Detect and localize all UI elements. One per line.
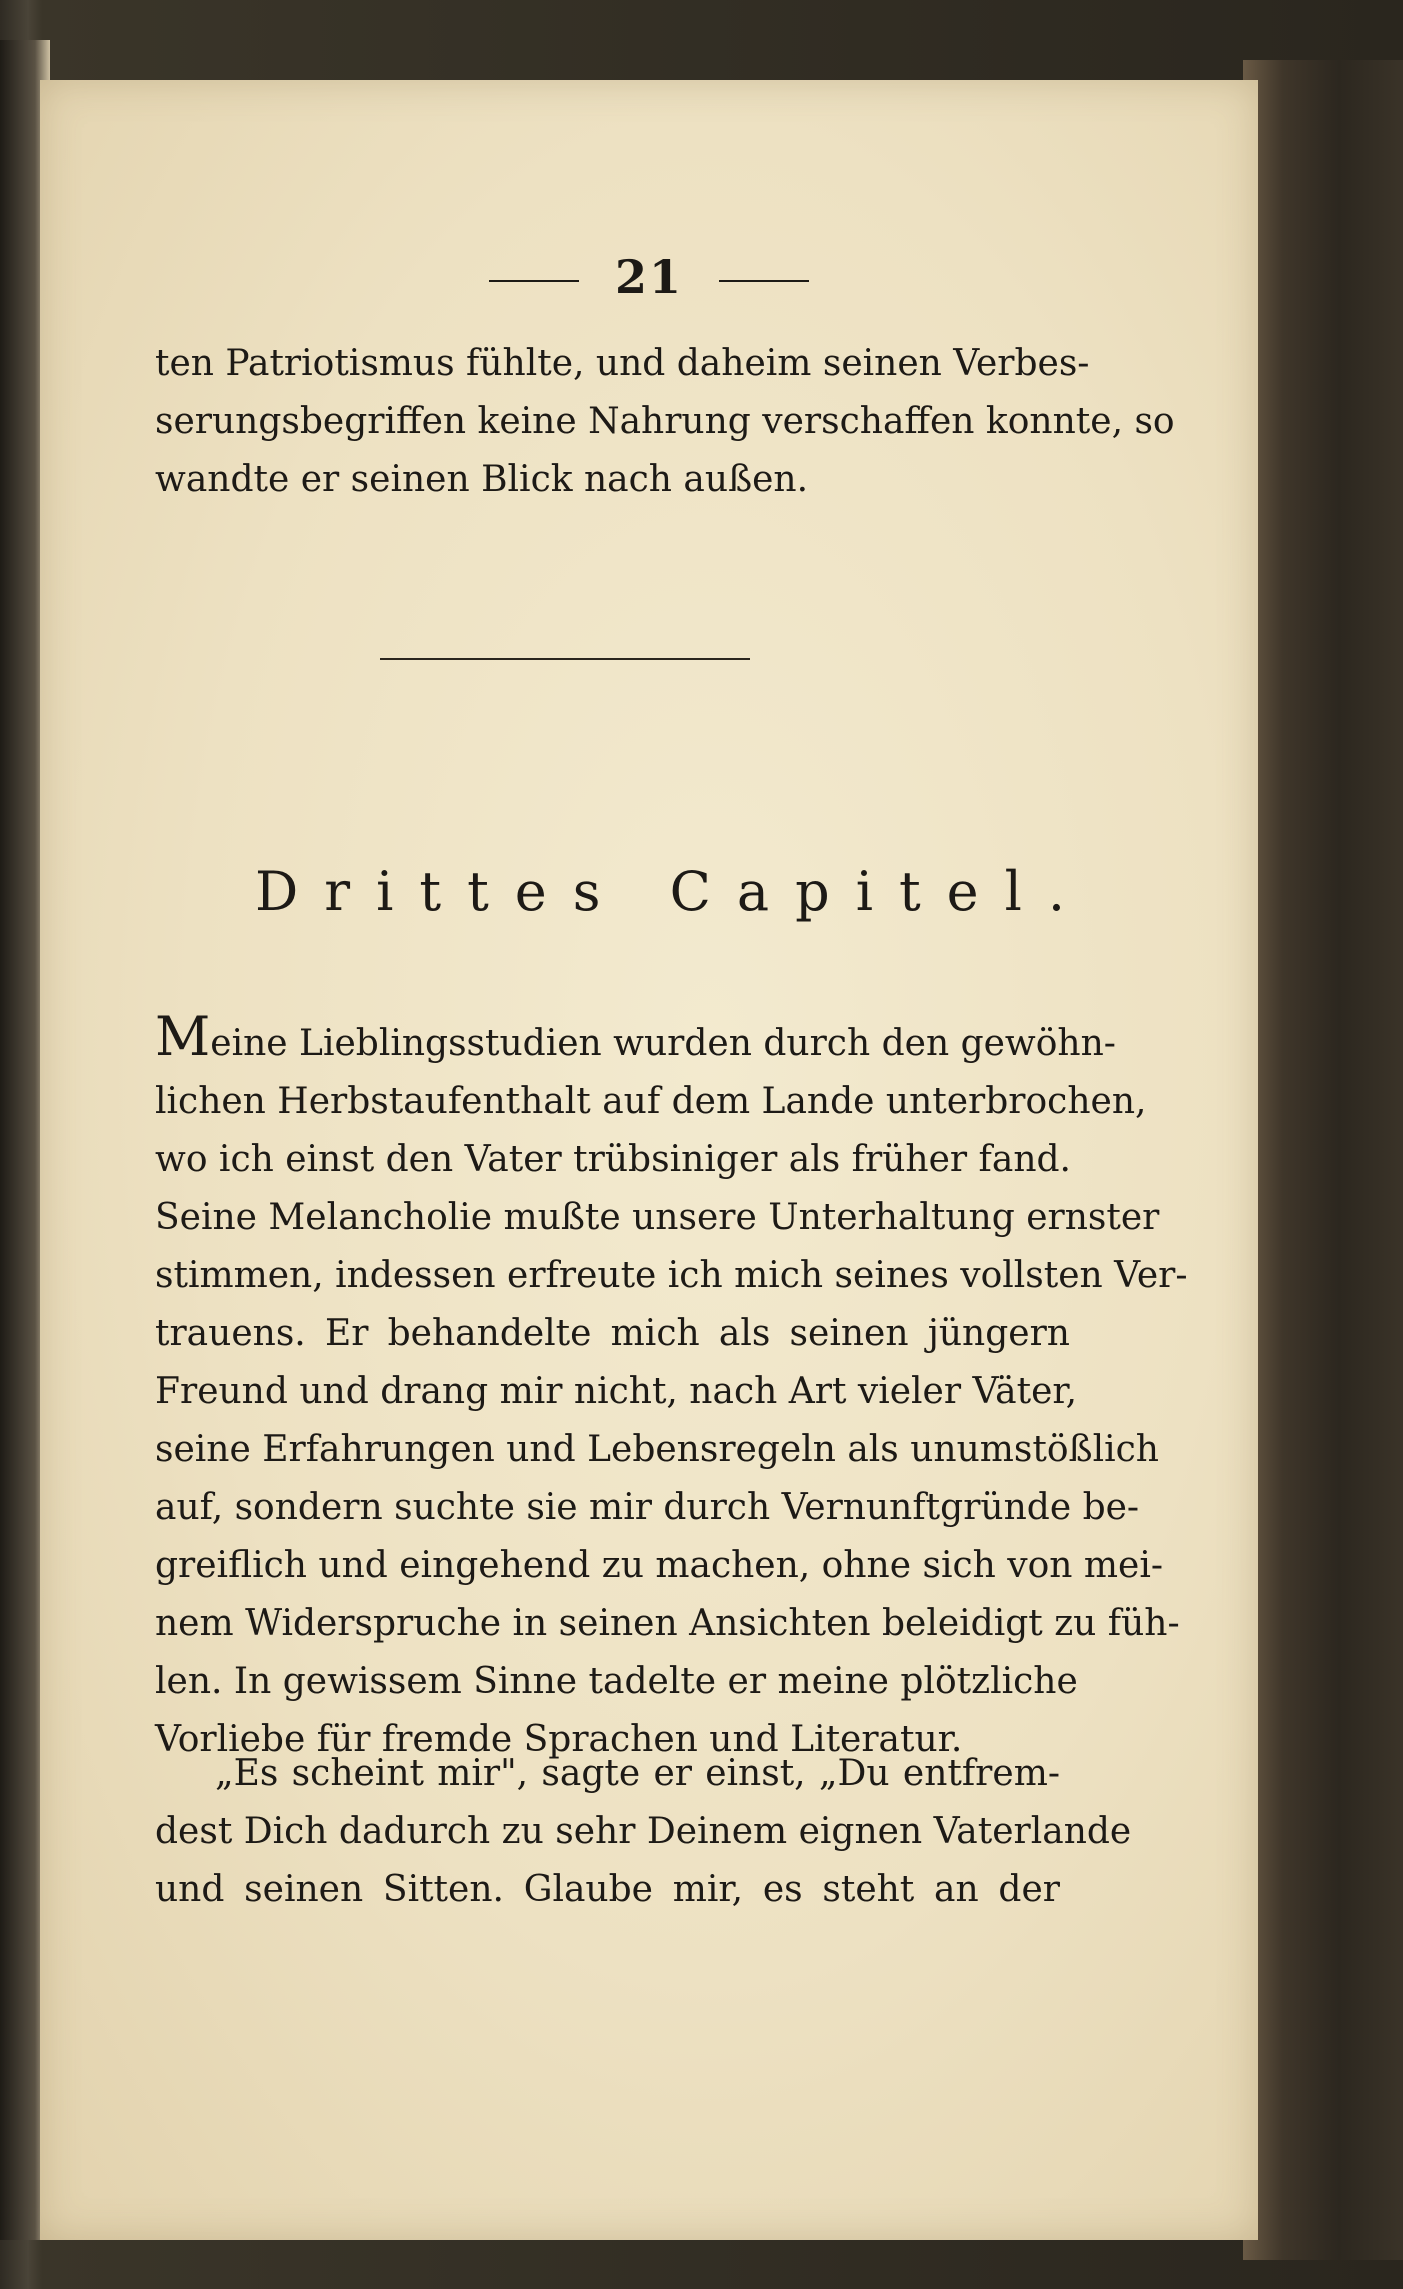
text-line: dest Dich dadurch zu sehr Deinem eignen Vaterlande bbox=[155, 1811, 1132, 1852]
header-dash-right bbox=[719, 280, 809, 282]
page-number-header bbox=[40, 250, 1258, 304]
text-line: ten Patriotismus fühlte, und daheim seinen Verbes- bbox=[155, 343, 1090, 384]
text-line-rest: eine Lieblingsstudien wurden durch den gewöhn- bbox=[210, 1023, 1116, 1064]
text-line: len. In gewissem Sinne tadelte er meine plötzliche bbox=[155, 1661, 1078, 1702]
text-line: seine Erfahrungen und Lebensregeln als unumstößlich bbox=[155, 1429, 1159, 1470]
paragraph-continuation bbox=[155, 335, 1175, 509]
text-line: wandte er seinen Blick nach außen. bbox=[155, 459, 809, 500]
drop-initial: M bbox=[155, 1005, 211, 1068]
text-line: stimmen, indessen erfreute ich mich seines vollsten Ver- bbox=[155, 1255, 1188, 1296]
section-separator-rule bbox=[380, 658, 750, 660]
text-line: trauens. Er behandelte mich als seinen jüngern bbox=[155, 1313, 1070, 1354]
text-line: lichen Herbstaufenthalt auf dem Lande unterbrochen, bbox=[155, 1081, 1147, 1122]
text-line: Seine Melancholie mußte unsere Unterhaltung ernster bbox=[155, 1197, 1160, 1238]
text-line: Freund und drang mir nicht, nach Art vieler Väter, bbox=[155, 1371, 1078, 1412]
text-line: greiflich und eingehend zu machen, ohne sich von mei- bbox=[155, 1545, 1164, 1586]
text-line: „Es scheint mir", sagte er einst, „Du entfrem- bbox=[215, 1753, 1060, 1794]
text-line-first bbox=[155, 1005, 1116, 1073]
text-line: auf, sondern suchte sie mir durch Vernunftgründe be- bbox=[155, 1487, 1140, 1528]
paragraph-chapter-opening bbox=[155, 1005, 1188, 1769]
book-cover-edge bbox=[1243, 60, 1403, 2260]
chapter-heading: Drittes Capitel. bbox=[255, 860, 1092, 923]
page-number: 21 bbox=[614, 250, 683, 304]
text-line: und seinen Sitten. Glaube mir, es steht an der bbox=[155, 1869, 1060, 1910]
paragraph-dialogue bbox=[155, 1745, 1132, 1919]
text-line: nem Widerspruche in seinen Ansichten beleidigt zu füh- bbox=[155, 1603, 1180, 1644]
header-dash-left bbox=[489, 280, 579, 282]
text-line: Vorliebe für fremde Sprachen und Literatur. bbox=[155, 1719, 963, 1760]
text-line: wo ich einst den Vater trübsiniger als früher fand. bbox=[155, 1139, 1071, 1180]
text-line: serungsbegriffen keine Nahrung verschaffen konnte, so bbox=[155, 401, 1175, 442]
page-sheet bbox=[40, 80, 1258, 2240]
